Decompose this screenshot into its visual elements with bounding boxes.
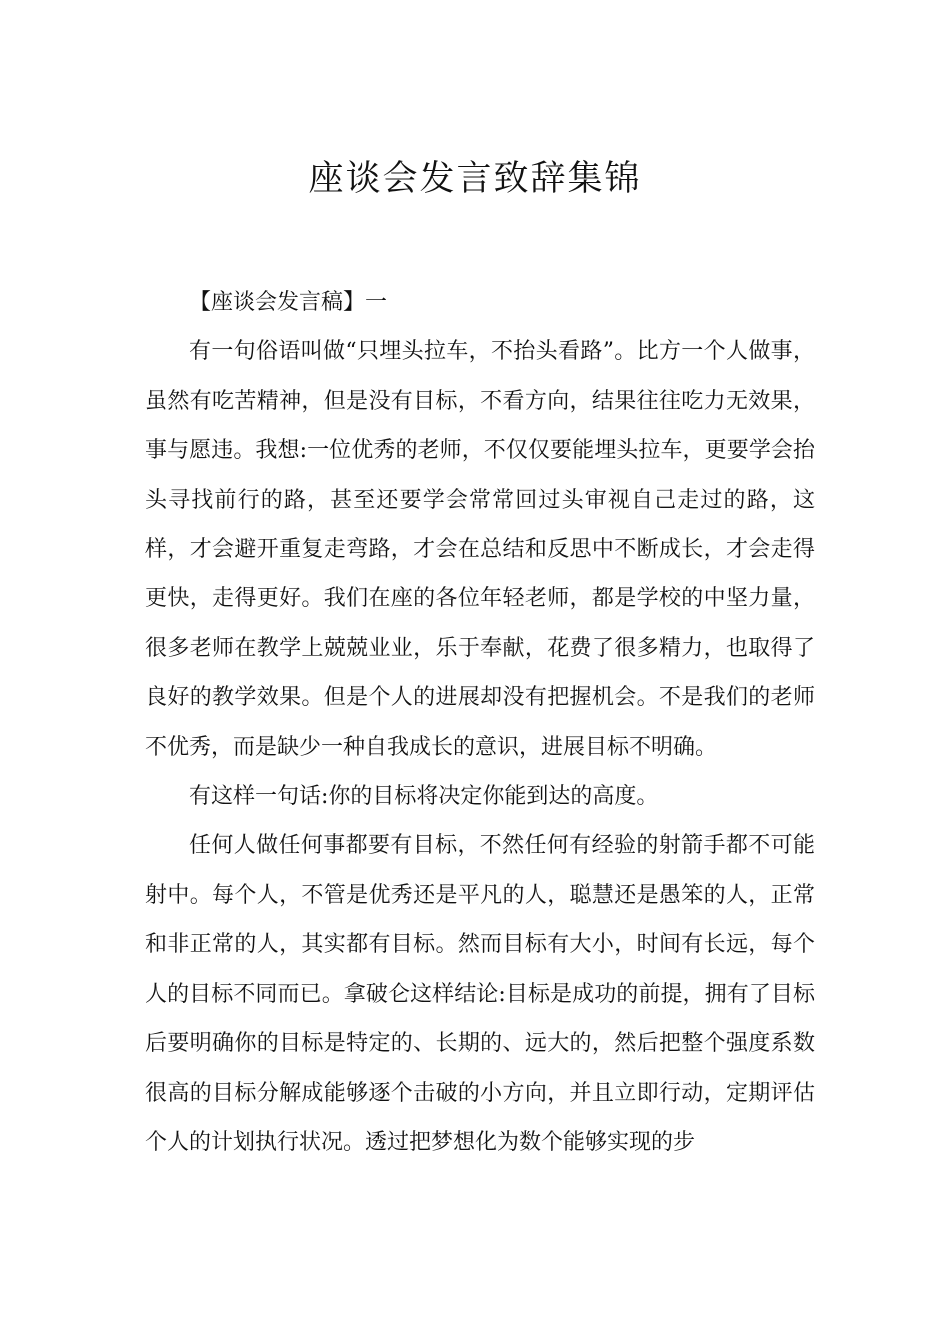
document-body bbox=[145, 278, 815, 1167]
paragraph: 任何人做任何事都要有目标，不然任何有经验的射箭手都不可能射中。每个人，不管是优秀还是平凡的人，聪慧还是愚笨的人，正常和非正常的人，其实都有目标。然而目标有大小，时间有长远，每个人的目标不同而已。拿破仑这样结论:目标是成功的前提，拥有了目标后要明确你的目标是特定的、长期的、远大的，然后把整个强度系数很高的目标分解成能够逐个击破的小方向，并且立即行动，定期评估个人的计划执行状况。透过把梦想化为数个能够实现的步 bbox=[145, 833, 815, 1155]
paragraph: 有一句俗语叫做“只埋头拉车，不抬头看路”。比方一个人做事，虽然有吃苦精神，但是没有目标，不看方向，结果往往吃力无效果，事与愿违。我想:一位优秀的老师，不仅仅要能埋头拉车，更要学会抬头寻找前行的路，甚至还要学会常常回过头审视自己走过的路，这样，才会避开重复走弯路，才会在总结和反思中不断成长，才会走得更快，走得更好。我们在座的各位年轻老师，都是学校的中坚力量，很多老师在教学上兢兢业业，乐于奉献，花费了很多精力，也取得了良好的教学效果。但是个人的进展却没有把握机会。不是我们的老师不优秀，而是缺少一种自我成长的意识，进展目标不明确。 bbox=[145, 339, 815, 760]
section-heading: 【座谈会发言稿】一 bbox=[189, 290, 388, 315]
page-title: 座谈会发言致辞集锦 bbox=[308, 159, 642, 200]
paragraph: 有这样一句话:你的目标将决定你能到达的高度。 bbox=[189, 784, 659, 810]
